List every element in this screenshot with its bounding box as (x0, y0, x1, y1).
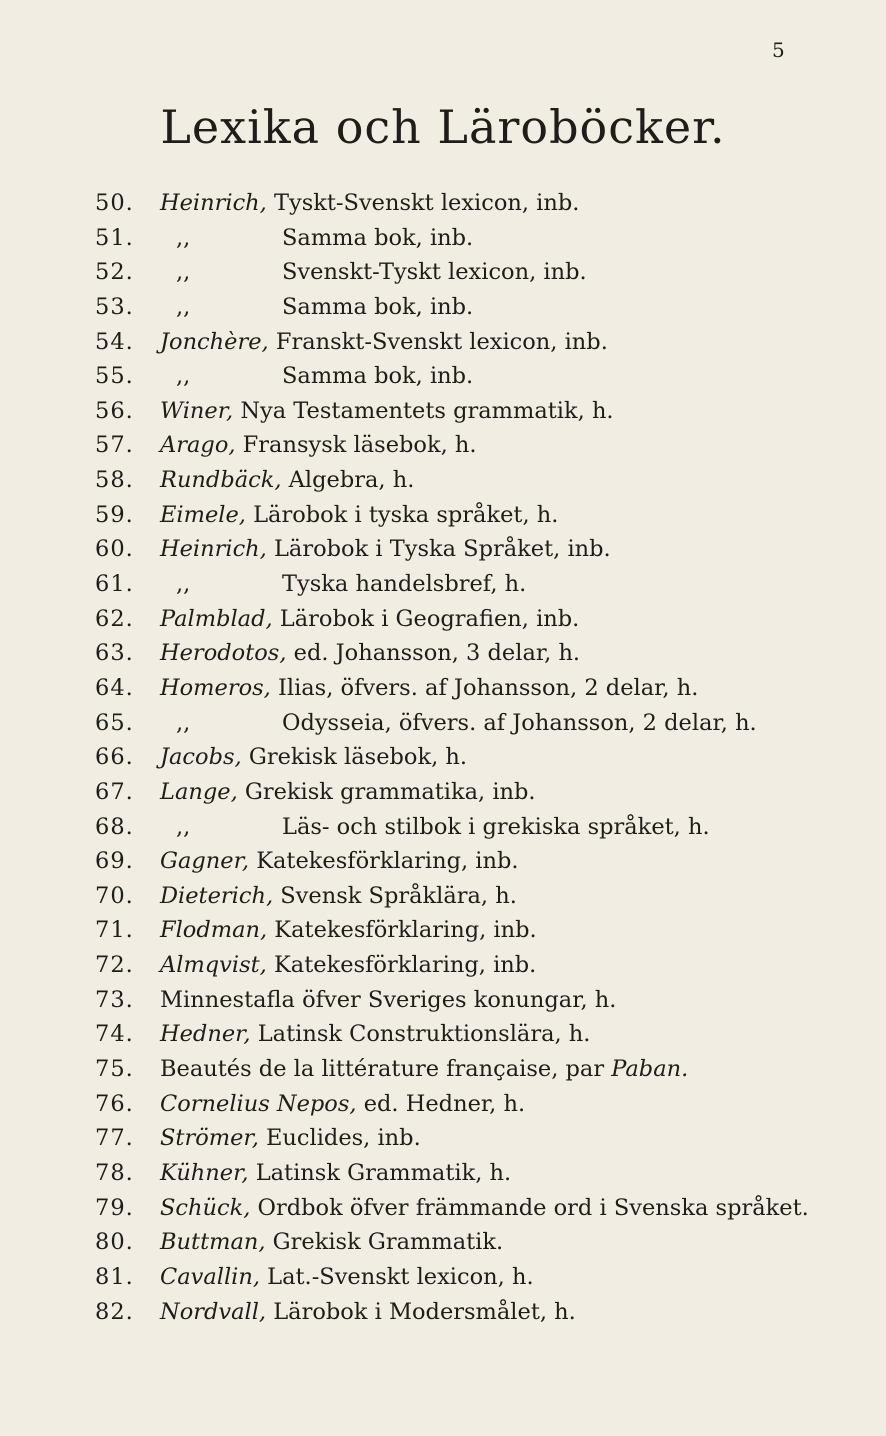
entry-text (160, 1191, 809, 1226)
entry-number: 55. (95, 363, 134, 390)
entry-number: 73. (95, 986, 134, 1013)
entry-author: Winer, (160, 397, 234, 424)
list-item (0, 325, 886, 360)
entry-text (160, 567, 526, 602)
entry-title: Odysseia, öfvers. af Johansson, 2 delar, h. (282, 709, 757, 736)
list-item (0, 290, 886, 325)
entry-number: 52. (95, 259, 134, 286)
list-item (0, 602, 886, 637)
entry-author: Dieterich, (160, 882, 274, 909)
entry-text (160, 775, 536, 810)
entry-title: Lat.-Svenskt lexicon, h. (260, 1263, 534, 1290)
list-item (0, 1191, 886, 1226)
entry-text (160, 1260, 534, 1295)
entry-author: Strömer, (160, 1125, 259, 1152)
entry-text (160, 359, 473, 394)
entry-text (160, 290, 473, 325)
list-item (0, 983, 886, 1018)
list-item (0, 1260, 886, 1295)
entry-text (160, 879, 517, 914)
entry-title: Lärobok i Modersmålet, h. (266, 1298, 576, 1325)
entry-author: Homeros, (160, 674, 271, 701)
entry-title: Katekesförklaring, inb. (267, 917, 537, 944)
entry-number: 71. (95, 917, 134, 944)
entry-title: Fransysk läsebok, h. (235, 432, 477, 459)
list-item (0, 255, 886, 290)
entry-title: Katekesförklaring, inb. (249, 848, 519, 875)
list-item (0, 359, 886, 394)
entry-number: 69. (95, 848, 134, 875)
entry-author: Palmblad, (160, 605, 273, 632)
entry-title: Beautés de la littérature française, par (160, 1056, 612, 1083)
entry-text (160, 948, 536, 983)
entry-text (160, 1225, 503, 1260)
list-item (0, 948, 886, 983)
entry-text (160, 1087, 525, 1122)
ditto-mark: ,, (176, 224, 191, 251)
entry-number: 66. (95, 744, 134, 771)
entry-author: Cornelius Nepos, (160, 1090, 357, 1117)
entry-text (160, 428, 477, 463)
ditto-mark: ,, (176, 259, 191, 286)
list-item (0, 1121, 886, 1156)
list-item (0, 636, 886, 671)
entry-number: 56. (95, 397, 134, 424)
list-item (0, 221, 886, 256)
entry-text (160, 983, 616, 1018)
list-item (0, 740, 886, 775)
list-item (0, 1052, 886, 1087)
entry-author: Jonchère, (160, 328, 269, 355)
entry-title: Nya Testamentets grammatik, h. (233, 397, 614, 424)
entry-title: ed. Hedner, h. (356, 1090, 526, 1117)
entry-text (160, 186, 579, 221)
entry-author: Nordvall, (160, 1298, 267, 1325)
entry-author: Heinrich, (160, 190, 267, 216)
entry-title: Tyska handelsbref, h. (282, 571, 527, 598)
entry-author: Herodotos, (160, 640, 287, 667)
entry-number: 65. (95, 709, 134, 736)
entry-number: 58. (95, 467, 134, 494)
entry-number: 54. (95, 328, 134, 355)
list-item (0, 498, 886, 533)
entry-title: Samma bok, inb. (282, 293, 474, 320)
entry-number: 72. (95, 952, 134, 979)
list-item (0, 1156, 886, 1191)
entry-author: Eimele, (160, 501, 246, 528)
entry-text (160, 532, 611, 567)
entry-text (160, 498, 558, 533)
entry-number: 59. (95, 501, 134, 528)
entry-text (160, 844, 519, 879)
list-item (0, 567, 886, 602)
entry-author: Lange, (160, 778, 238, 805)
entry-title: Lärobok i tyska språket, h. (245, 501, 559, 528)
list-item (0, 913, 886, 948)
entry-number: 63. (95, 640, 134, 667)
list-item (0, 671, 886, 706)
ditto-mark: ,, (176, 813, 191, 840)
entry-number: 76. (95, 1090, 134, 1117)
entry-number: 78. (95, 1159, 134, 1186)
list-item (0, 463, 886, 498)
list-item (0, 186, 886, 221)
entry-title: Franskt-Svenskt lexicon, inb. (268, 328, 608, 355)
entry-text (160, 1052, 688, 1087)
entry-number: 57. (95, 432, 134, 459)
entry-number: 61. (95, 571, 134, 598)
entry-text (160, 636, 580, 671)
entry-title: Latinsk Construktionslära, h. (250, 1021, 591, 1048)
entry-text (160, 1156, 511, 1191)
ditto-mark: ,, (176, 709, 191, 736)
entry-title: Grekisk läsebok, h. (241, 744, 468, 771)
entry-number: 80. (95, 1229, 134, 1256)
list-item (0, 810, 886, 845)
entry-title: Euclides, inb. (258, 1125, 421, 1152)
entry-title: Minnestafla öfver Sveriges konungar, h. (160, 986, 617, 1013)
list-item (0, 1295, 886, 1330)
entry-author: Heinrich, (160, 536, 267, 563)
entry-number: 74. (95, 1021, 134, 1048)
entry-number: 51. (95, 224, 134, 251)
entry-number: 64. (95, 674, 134, 701)
entry-number: 81. (95, 1263, 134, 1290)
page-title: Lexika och Läroböcker. (160, 100, 726, 154)
entry-title: Grekisk Grammatik. (265, 1229, 504, 1256)
book-list (0, 186, 886, 1329)
entry-text (160, 463, 414, 498)
entry-number: 53. (95, 293, 134, 320)
entry-number: 77. (95, 1125, 134, 1152)
entry-text (160, 913, 537, 948)
entry-author: Flodman, (160, 917, 268, 944)
entry-text (160, 325, 608, 360)
entry-author: Schück, (160, 1194, 251, 1221)
entry-title: Lärobok i Tyska Språket, inb. (266, 536, 611, 563)
entry-number: 60. (95, 536, 134, 563)
entry-number: 62. (95, 605, 134, 632)
entry-text (160, 706, 757, 741)
list-item (0, 394, 886, 429)
entry-title: Katekesförklaring, inb. (266, 952, 537, 979)
entry-text (160, 602, 579, 637)
list-item (0, 1017, 886, 1052)
entry-author: Buttman, (160, 1229, 266, 1256)
entry-title: Samma bok, inb. (282, 363, 474, 390)
entry-title: Tyskt-Svenskt lexicon, inb. (266, 190, 580, 216)
entry-title: Samma bok, inb. (282, 224, 474, 251)
entry-author: Gagner, (160, 848, 250, 875)
entry-text (160, 671, 698, 706)
entry-text (160, 1121, 421, 1156)
entry-number: 70. (95, 882, 134, 909)
entry-title: Grekisk grammatika, inb. (237, 778, 536, 805)
entry-author: Rundbäck, (160, 467, 282, 494)
entry-number: 79. (95, 1194, 134, 1221)
entry-author: Jacobs, (160, 744, 242, 771)
list-item (0, 1225, 886, 1260)
entry-title: ed. Johansson, 3 delar, h. (286, 640, 581, 667)
entry-text (160, 221, 473, 256)
entry-title: Ordbok öfver främmande ord i Svenska språket. (250, 1194, 809, 1221)
list-item (0, 775, 886, 810)
entry-author: Paban. (611, 1056, 689, 1083)
ditto-mark: ,, (176, 363, 191, 390)
entry-number: 75. (95, 1056, 134, 1083)
entry-text (160, 394, 614, 429)
entry-title: Svenskt-Tyskt lexicon, inb. (282, 259, 587, 286)
list-item (0, 1087, 886, 1122)
page-number: 5 (772, 38, 785, 62)
entry-text (160, 810, 710, 845)
entry-number: 50. (95, 190, 134, 216)
ditto-mark: ,, (176, 571, 191, 598)
entry-text (160, 255, 587, 290)
entry-text (160, 1295, 576, 1330)
list-item (0, 879, 886, 914)
entry-author: Hedner, (160, 1021, 251, 1048)
list-item (0, 532, 886, 567)
entry-author: Almqvist, (160, 952, 267, 979)
entry-title: Latinsk Grammatik, h. (248, 1159, 512, 1186)
ditto-mark: ,, (176, 293, 191, 320)
list-item (0, 844, 886, 879)
entry-author: Kühner, (160, 1159, 249, 1186)
entry-number: 82. (95, 1298, 134, 1325)
entry-text (160, 1017, 590, 1052)
entry-title: Svensk Språklära, h. (273, 882, 517, 909)
entry-author: Cavallin, (160, 1263, 260, 1290)
list-item (0, 428, 886, 463)
entry-author: Arago, (160, 432, 236, 459)
entry-number: 67. (95, 778, 134, 805)
entry-title: Ilias, öfvers. af Johansson, 2 delar, h. (270, 674, 699, 701)
entry-number: 68. (95, 813, 134, 840)
entry-title: Algebra, h. (281, 467, 415, 494)
entry-title: Lärobok i Geografien, inb. (272, 605, 580, 632)
entry-title: Läs- och stilbok i grekiska språket, h. (282, 813, 710, 840)
entry-text (160, 740, 467, 775)
list-item (0, 706, 886, 741)
